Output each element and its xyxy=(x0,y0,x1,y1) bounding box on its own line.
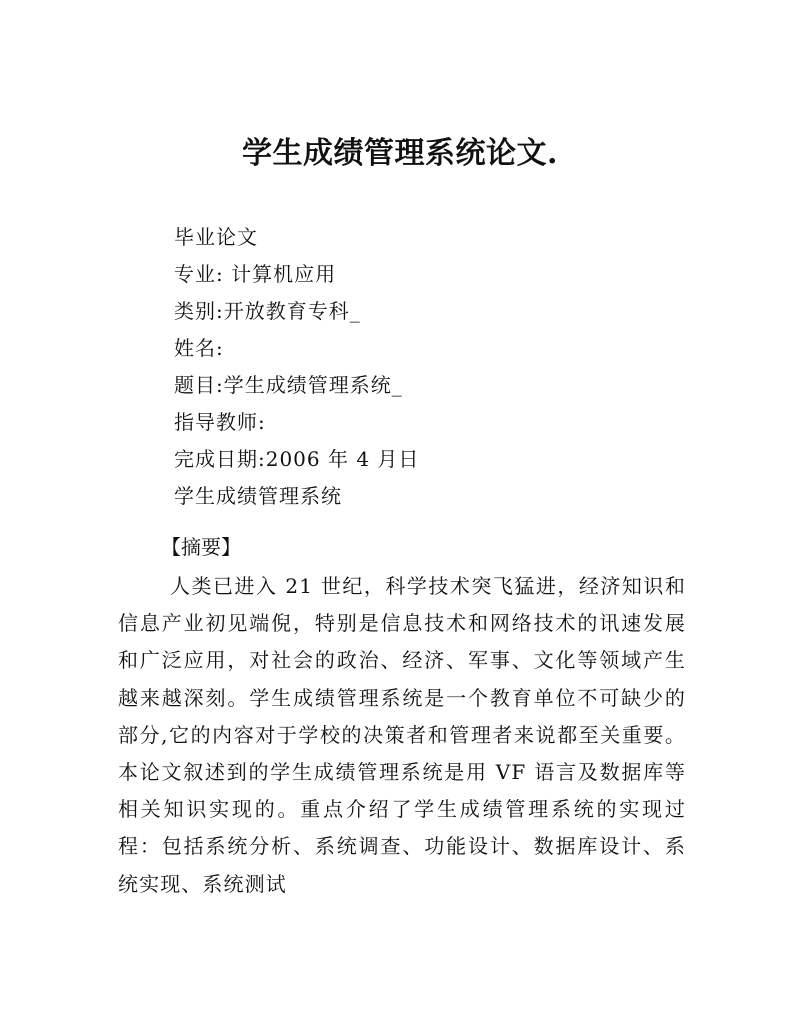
meta-line: 题目:学生成绩管理系统_ xyxy=(174,373,403,397)
document-meta xyxy=(174,219,734,515)
document-title: 学生成绩管理系统论文. xyxy=(242,136,558,171)
meta-line: 姓名: xyxy=(174,336,224,360)
abstract-heading: 【摘要】 xyxy=(161,535,241,559)
meta-line: 学生成绩管理系统 xyxy=(174,484,342,508)
meta-line: 类别:开放教育专科_ xyxy=(174,299,361,323)
meta-line: 专业: 计算机应用 xyxy=(174,262,337,286)
abstract-body: 人类已进入 21 世纪，科学技术突飞猛进，经济知识和信息产业初见端倪，特别是信息技术和网络技术的讯速发展和广泛应用，对社会的政治、经济、军事、文化等领域产生越来越深刻。学生成绩管理系统是一个教育单位不可缺少的部分,它的内容对于学校的决策者和管理者来说都至关重要。本论文叙述到的学生成绩管理系统是用 VF 语言及数据库等相关知识实现的。重点介绍了学生成绩管理系统的实现过程：包括系统分析、系统调查、功能设计、数据库设计、系统实现、系统测试 xyxy=(118,574,686,896)
meta-line: 指导教师: xyxy=(174,410,266,434)
meta-line: 毕业论文 xyxy=(174,225,258,249)
meta-line: 完成日期:2006 年 4 月日 xyxy=(174,447,420,471)
